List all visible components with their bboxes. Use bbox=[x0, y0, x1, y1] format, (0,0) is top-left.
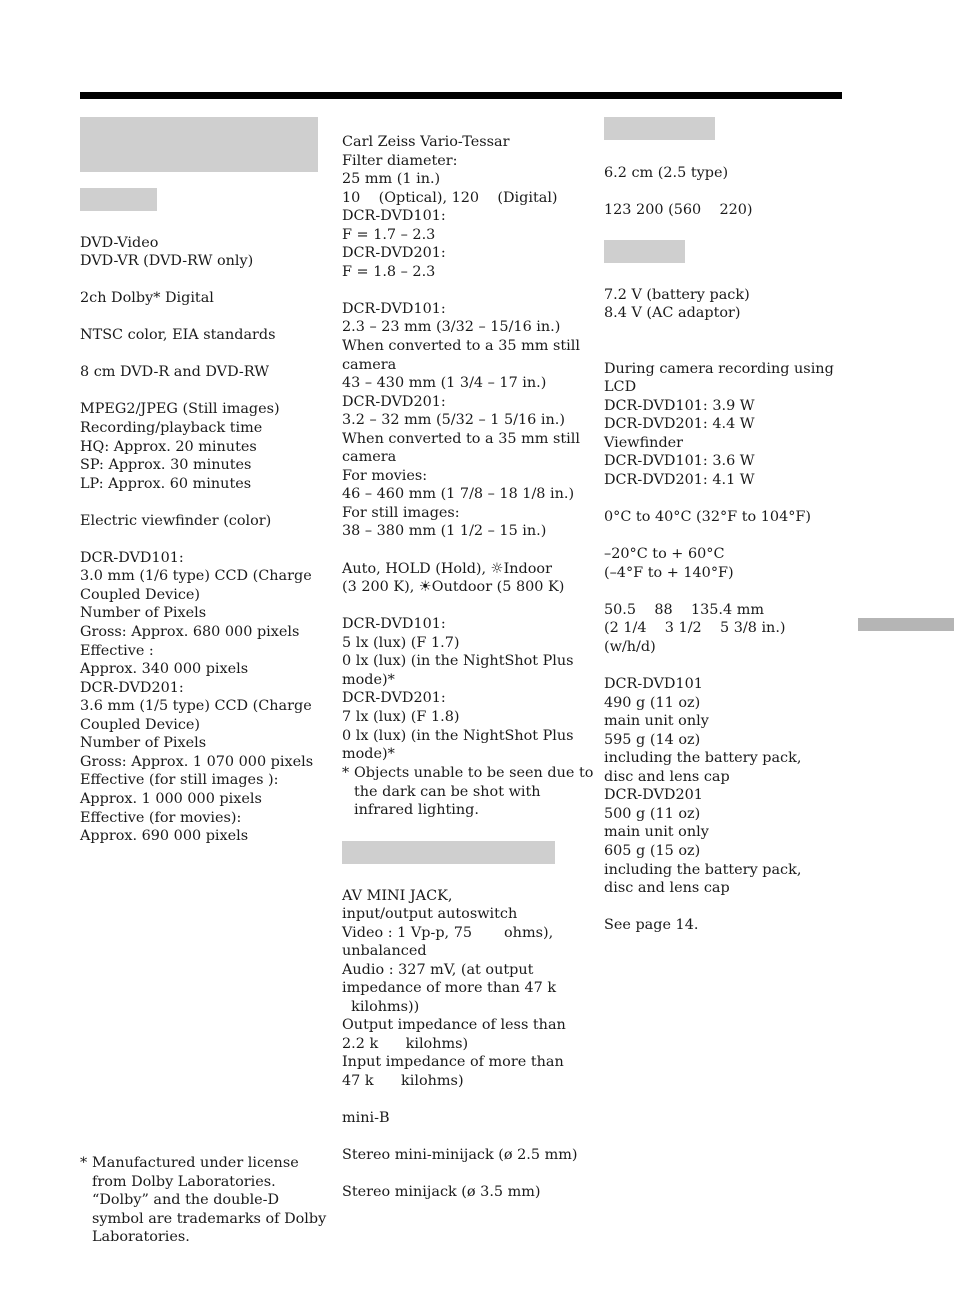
spec-line bbox=[604, 582, 834, 601]
spec-line: DCR-DVD201 bbox=[604, 787, 703, 804]
spec-line: 8 cm DVD-R and DVD-RW bbox=[80, 364, 270, 381]
subheading-box-system bbox=[80, 188, 157, 211]
subheading-box-lcd bbox=[604, 117, 715, 140]
spec-line: During camera recording using bbox=[604, 360, 834, 377]
spec-line: When converted to a 35 mm still bbox=[342, 430, 580, 447]
spec-line: main unit only bbox=[604, 824, 709, 841]
spec-line: F = 1.7 – 2.3 bbox=[342, 226, 436, 243]
spec-line: disc and lens cap bbox=[604, 880, 730, 897]
spec-line: 25 mm (1 in.) bbox=[342, 171, 441, 188]
subheading-box-connectors bbox=[342, 841, 555, 864]
spec-line: mini-B bbox=[342, 1110, 390, 1127]
spec-line: 500 g (11 oz) bbox=[604, 805, 701, 822]
spec-line bbox=[342, 1128, 578, 1147]
spec-line: camera bbox=[342, 356, 397, 373]
spec-line: 7 lx (lux) (F 1.8) bbox=[342, 708, 460, 725]
spec-line bbox=[342, 1165, 578, 1184]
spec-line: DCR-DVD101: 3.9 W bbox=[604, 397, 755, 414]
spec-line: Auto, HOLD (Hold), ☼Indoor bbox=[342, 560, 552, 577]
spec-line: Audio : 327 mV, (at output bbox=[342, 961, 534, 978]
spec-line: F = 1.8 – 2.3 bbox=[342, 263, 436, 280]
spec-line bbox=[604, 267, 834, 286]
spec-line bbox=[80, 215, 313, 234]
column-1-system bbox=[80, 215, 313, 846]
spec-line: LCD bbox=[604, 379, 637, 396]
spec-line: unbalanced bbox=[342, 943, 427, 960]
spec-line: Coupled Device) bbox=[80, 716, 201, 733]
spec-line: DCR-DVD201: 4.4 W bbox=[604, 416, 755, 433]
spec-line: LP: Approx. 60 minutes bbox=[80, 475, 252, 492]
spec-line: kilohms)) bbox=[342, 998, 420, 1015]
spec-line bbox=[342, 281, 580, 300]
section-heading-box bbox=[80, 117, 318, 172]
spec-line: DCR-DVD101: 3.6 W bbox=[604, 453, 755, 470]
spec-line: NTSC color, EIA standards bbox=[80, 327, 276, 344]
spec-line bbox=[342, 541, 580, 560]
column-3-lcd bbox=[604, 145, 753, 219]
spec-line: (–4°F to + 140°F) bbox=[604, 564, 734, 581]
spec-line: (w/h/d) bbox=[604, 638, 656, 655]
spec-line: DCR-DVD101 bbox=[604, 676, 703, 693]
spec-line: 0°C to 40°C (32°F to 104°F) bbox=[604, 509, 812, 526]
spec-line: Stereo mini-minijack (ø 2.5 mm) bbox=[342, 1147, 578, 1164]
spec-line: Carl Zeiss Vario-Tessar bbox=[342, 134, 510, 150]
footnote-line: “Dolby” and the double-D bbox=[92, 1192, 280, 1209]
spec-line bbox=[342, 868, 578, 887]
spec-line bbox=[80, 530, 313, 549]
spec-line bbox=[342, 597, 580, 616]
spec-line: 38 – 380 mm (1 1/2 – 15 in.) bbox=[342, 523, 547, 540]
spec-line: (3 200 K), ☀Outdoor (5 800 K) bbox=[342, 579, 565, 596]
spec-line bbox=[80, 271, 313, 290]
spec-line: SP: Approx. 30 minutes bbox=[80, 457, 252, 474]
spec-line bbox=[604, 527, 834, 546]
footnote-dolby bbox=[80, 1154, 327, 1247]
footnote-line: symbol are trademarks of Dolby bbox=[92, 1210, 327, 1227]
spec-line: DCR-DVD201: bbox=[342, 245, 446, 262]
spec-line: 46 – 460 mm (1 7/8 – 18 1/8 in.) bbox=[342, 486, 575, 503]
spec-line: HQ: Approx. 20 minutes bbox=[80, 438, 257, 455]
spec-line: Viewfinder bbox=[604, 434, 684, 451]
spec-line: 7.2 V (battery pack) bbox=[604, 286, 750, 303]
spec-line bbox=[80, 382, 313, 401]
spec-line: When converted to a 35 mm still bbox=[342, 338, 580, 355]
spec-line: Gross: Approx. 1 070 000 pixels bbox=[80, 753, 314, 770]
spec-line: DCR-DVD201: bbox=[80, 679, 184, 696]
spec-line: Approx. 340 000 pixels bbox=[80, 661, 249, 678]
spec-line bbox=[604, 898, 834, 917]
spec-line: MPEG2/JPEG (Still images) bbox=[80, 401, 280, 418]
spec-line: 595 g (14 oz) bbox=[604, 731, 701, 748]
spec-line: 0 lx (lux) (in the NightShot Plus bbox=[342, 727, 574, 744]
spec-line: 8.4 V (AC adaptor) bbox=[604, 305, 741, 322]
spec-line: –20°C to + 60°C bbox=[604, 546, 725, 563]
spec-line: main unit only bbox=[604, 713, 709, 730]
spec-line: DCR-DVD201: bbox=[342, 393, 446, 410]
spec-line: including the battery pack, bbox=[604, 750, 802, 767]
footnote-line: Manufactured under license bbox=[92, 1155, 299, 1171]
spec-line: Effective (for still images ): bbox=[80, 772, 279, 789]
spec-line: impedance of more than 47 k bbox=[342, 980, 557, 997]
spec-line: Electric viewfinder (color) bbox=[80, 512, 272, 529]
spec-line: Approx. 1 000 000 pixels bbox=[80, 790, 262, 807]
spec-line: 43 – 430 mm (1 3/4 – 17 in.) bbox=[342, 375, 547, 392]
spec-line: 490 g (11 oz) bbox=[604, 694, 701, 711]
spec-line: Video : 1 Vp-p, 75 ohms), bbox=[342, 924, 554, 941]
spec-line: Effective (for movies): bbox=[80, 809, 242, 826]
footnote-mark: * bbox=[80, 1155, 88, 1171]
spec-line: See page 14. bbox=[604, 917, 699, 934]
spec-line: Number of Pixels bbox=[80, 605, 207, 622]
footnote-line: Objects unable to be seen due to bbox=[354, 765, 594, 781]
spec-line bbox=[80, 345, 313, 364]
spec-line: 3.6 mm (1/5 type) CCD (Charge bbox=[80, 698, 312, 715]
spec-line: Approx. 690 000 pixels bbox=[80, 828, 249, 845]
spec-line: 123 200 (560 220) bbox=[604, 201, 753, 218]
spec-line: 47 k kilohms) bbox=[342, 1073, 464, 1090]
spec-line: 10 (Optical), 120 (Digital) bbox=[342, 189, 558, 206]
spec-line: DVD-VR (DVD-RW only) bbox=[80, 253, 254, 270]
spec-line: input/output autoswitch bbox=[342, 906, 518, 923]
spec-line: Coupled Device) bbox=[80, 586, 201, 603]
spec-line: mode)* bbox=[342, 671, 395, 688]
spec-line: 2ch Dolby* Digital bbox=[80, 290, 214, 307]
spec-line: Input impedance of more than bbox=[342, 1054, 564, 1071]
spec-line: 2.3 – 23 mm (3/32 – 15/16 in.) bbox=[342, 319, 561, 336]
spec-line: 5 lx (lux) (F 1.7) bbox=[342, 634, 460, 651]
spec-line: 50.5 88 135.4 mm bbox=[604, 601, 765, 618]
spec-line bbox=[342, 1091, 578, 1110]
spec-line: DCR-DVD201: bbox=[342, 690, 446, 707]
spec-line bbox=[80, 493, 313, 512]
spec-line: Number of Pixels bbox=[80, 735, 207, 752]
spec-line: 0 lx (lux) (in the NightShot Plus bbox=[342, 653, 574, 670]
footnote-line: from Dolby Laboratories. bbox=[92, 1173, 276, 1190]
subheading-box-general bbox=[604, 240, 685, 263]
side-index-tab bbox=[858, 618, 954, 631]
column-2-lens bbox=[342, 133, 580, 764]
spec-line: For still images: bbox=[342, 504, 460, 521]
spec-line: AV MINI JACK, bbox=[342, 887, 453, 904]
spec-line bbox=[80, 308, 313, 327]
column-2-connectors bbox=[342, 868, 578, 1202]
spec-line bbox=[604, 323, 834, 342]
spec-line: DVD-Video bbox=[80, 234, 159, 251]
spec-line: 3.0 mm (1/6 type) CCD (Charge bbox=[80, 568, 312, 585]
top-rule bbox=[80, 92, 842, 99]
spec-line bbox=[604, 145, 753, 164]
spec-line: mode)* bbox=[342, 746, 395, 763]
spec-line: 6.2 cm (2.5 type) bbox=[604, 164, 729, 181]
footnote-mark: * bbox=[342, 765, 350, 781]
spec-line: Gross: Approx. 680 000 pixels bbox=[80, 624, 300, 641]
spec-line: disc and lens cap bbox=[604, 768, 730, 785]
spec-line: 2.2 k kilohms) bbox=[342, 1035, 469, 1052]
spec-line: DCR-DVD201: 4.1 W bbox=[604, 472, 755, 489]
spec-line: (2 1/4 3 1/2 5 3/8 in.) bbox=[604, 620, 786, 637]
spec-line: DCR-DVD101: bbox=[342, 300, 446, 317]
spec-line: Recording/playback time bbox=[80, 420, 263, 437]
spec-line: DCR-DVD101: bbox=[80, 549, 184, 566]
spec-line: Stereo minijack (ø 3.5 mm) bbox=[342, 1184, 541, 1201]
spec-line bbox=[604, 341, 834, 360]
spec-line: DCR-DVD101: bbox=[342, 616, 446, 633]
spec-line: 3.2 – 32 mm (5/32 – 1 5/16 in.) bbox=[342, 412, 565, 429]
spec-line: DCR-DVD101: bbox=[342, 208, 446, 225]
spec-line bbox=[604, 490, 834, 509]
spec-line: Effective : bbox=[80, 642, 154, 659]
spec-line: camera bbox=[342, 449, 397, 466]
spec-line bbox=[604, 656, 834, 675]
footnote-nightshot bbox=[342, 764, 594, 820]
spec-line: 605 g (15 oz) bbox=[604, 842, 701, 859]
footnote-line: Laboratories. bbox=[92, 1229, 190, 1246]
column-3-general bbox=[604, 267, 834, 935]
spec-line: Output impedance of less than bbox=[342, 1017, 566, 1034]
footnote-line: infrared lighting. bbox=[354, 802, 479, 819]
spec-line: including the battery pack, bbox=[604, 861, 802, 878]
spec-line: Filter diameter: bbox=[342, 152, 458, 169]
spec-line: For movies: bbox=[342, 467, 428, 484]
spec-line bbox=[604, 182, 753, 201]
footnote-line: the dark can be shot with bbox=[354, 783, 541, 800]
